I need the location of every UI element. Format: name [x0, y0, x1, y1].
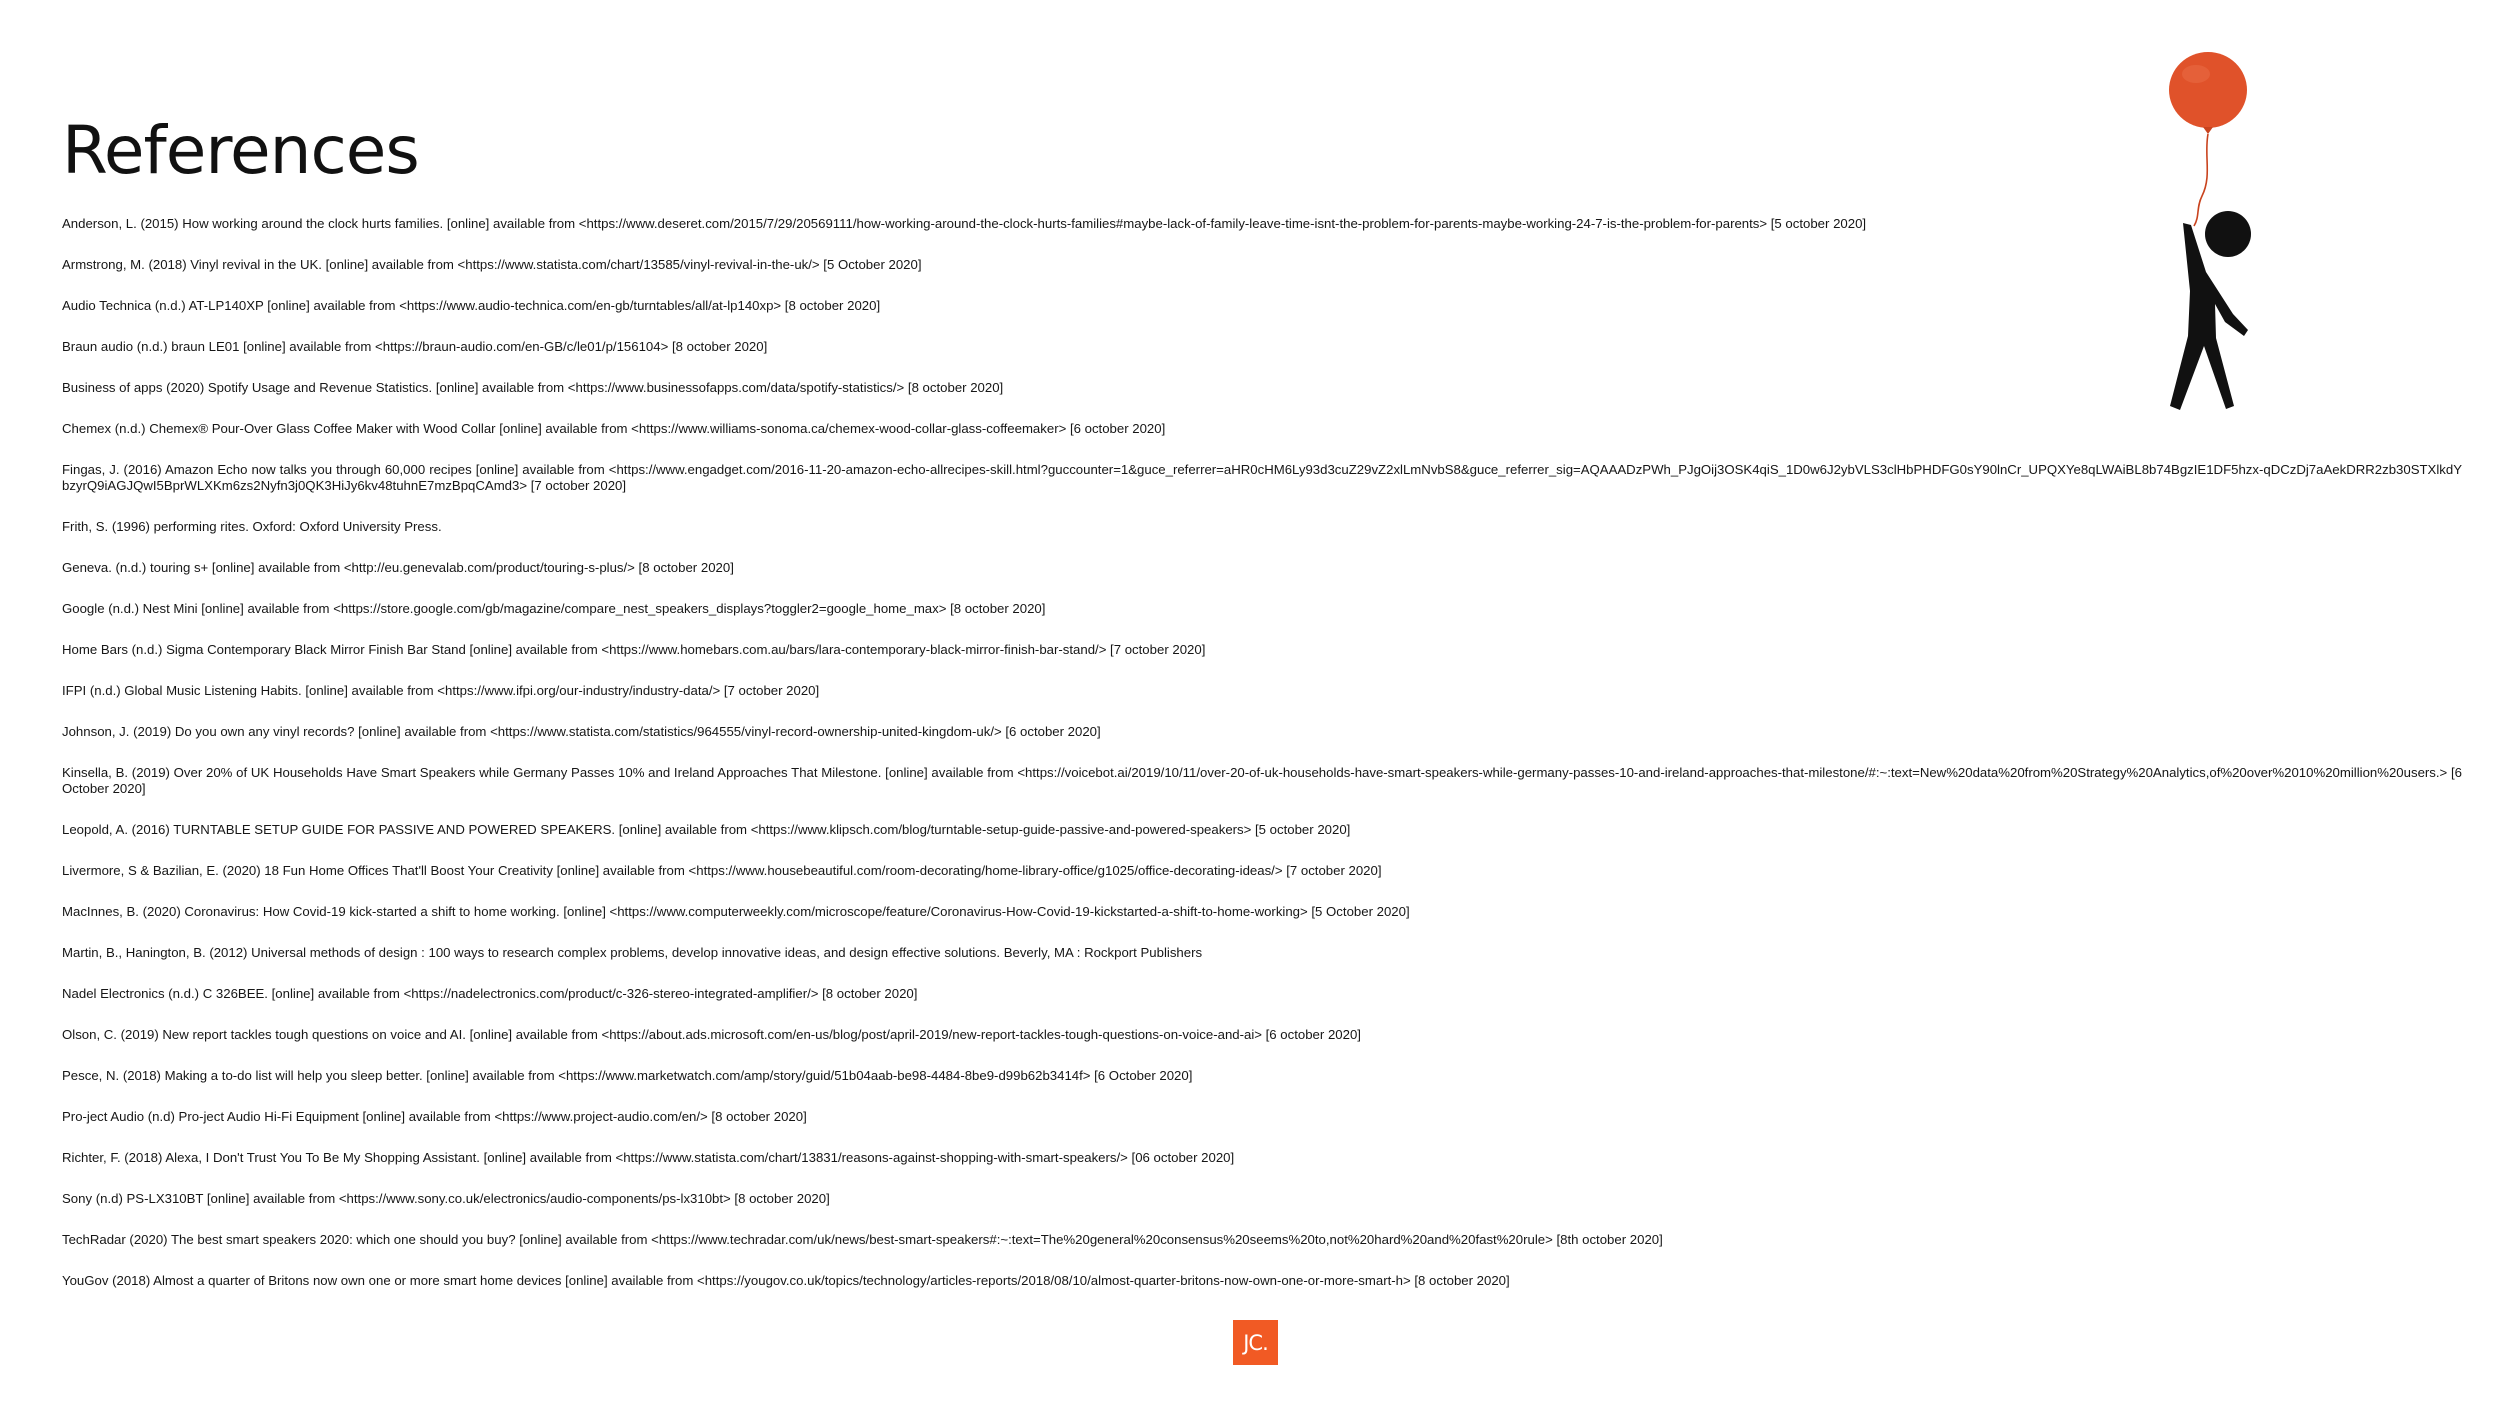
references-list — [62, 216, 2462, 1314]
reference-item: Livermore, S & Bazilian, E. (2020) 18 Fun Home Offices That'll Boost Your Creativity [online] available from <https://www.housebeautiful.com/room-decorating/home-library-office/g1025/office-decorating-ideas/> [7 october 2020] — [62, 863, 1382, 878]
reference-item: Johnson, J. (2019) Do you own any vinyl records? [online] available from <https://www.statista.com/statistics/964555/vinyl-record-ownership-united-kingdom-uk/> [6 october 2020] — [62, 724, 1101, 739]
stick-figure-icon — [2170, 211, 2251, 410]
reference-item: YouGov (2018) Almost a quarter of Britons now own one or more smart home devices [online] available from <https://yougov.co.uk/topics/technology/articles-reports/2018/08/10/almost-quarter-britons-now-own-one-or-more-smart-h> [8 october 2020] — [62, 1273, 1510, 1288]
reference-item: Nadel Electronics (n.d.) C 326BEE. [online] available from <https://nadelectronics.com/product/c-326-stereo-integrated-amplifier/> [8 october 2020] — [62, 986, 918, 1001]
reference-item: Google (n.d.) Nest Mini [online] available from <https://store.google.com/gb/magazine/compare_nest_speakers_displays?toggler2=google_home_max> [8 october 2020] — [62, 601, 1046, 616]
reference-item: Braun audio (n.d.) braun LE01 [online] available from <https://braun-audio.com/en-GB/c/le01/p/156104> [8 october 2020] — [62, 339, 768, 354]
reference-item: MacInnes, B. (2020) Coronavirus: How Covid-19 kick-started a shift to home working. [online] <https://www.computerweekly.com/microscope/feature/Coronavirus-How-Covid-19-kickstarted-a-shift-to-home-working> [5 October 2020] — [62, 904, 1410, 919]
reference-item: Pro-ject Audio (n.d) Pro-ject Audio Hi-Fi Equipment [online] available from <https://www.project-audio.com/en/> [8 october 2020] — [62, 1109, 807, 1124]
reference-item: Geneva. (n.d.) touring s+ [online] available from <http://eu.genevalab.com/product/touring-s-plus/> [8 october 2020] — [62, 560, 734, 575]
reference-item: Sony (n.d) PS-LX310BT [online] available from <https://www.sony.co.uk/electronics/audio-components/ps-lx310bt> [8 october 2020] — [62, 1191, 830, 1206]
balloon-figure-illustration — [2120, 46, 2280, 426]
balloon-icon — [2169, 52, 2247, 134]
reference-item: IFPI (n.d.) Global Music Listening Habits. [online] available from <https://www.ifpi.org/our-industry/industry-data/> [7 october 2020] — [62, 683, 820, 698]
page-title: References — [62, 112, 419, 189]
reference-item: Audio Technica (n.d.) AT-LP140XP [online] available from <https://www.audio-technica.com/en-gb/turntables/all/at-lp140xp> [8 october 2020] — [62, 298, 881, 313]
balloon-string — [2194, 134, 2208, 226]
reference-item: Richter, F. (2018) Alexa, I Don't Trust You To Be My Shopping Assistant. [online] available from <https://www.statista.com/chart/13831/reasons-against-shopping-with-smart-speakers/> [06 october 2020] — [62, 1150, 1235, 1165]
reference-item: Chemex (n.d.) Chemex® Pour-Over Glass Coffee Maker with Wood Collar [online] available from <https://www.williams-sonoma.ca/chemex-wood-collar-glass-coffeemaker> [6 october 2020] — [62, 421, 1166, 436]
reference-item: Fingas, J. (2016) Amazon Echo now talks you through 60,000 recipes [online] available from <https://www.engadget.com/2016-11-20-amazon-echo-allrecipes-skill.html?guccounter=1&guce_referrer=aHR0cHM6Ly93d3cuZ29vZ2xlLmNvbS8&guce_referrer_sig=AQAAADzPWh_PJgOij3OSK4qiS_1D0w6J2ybVLS3clHbPHDFG0sY90lnCr_UPQXYe8qLWAiBL8b74BgzIE1DF5hzx-qDCzDj7aAekDRR2zb30STXlkdYbzyrQ9iAGJQwI5BprWLXKm6zs2Nyfn3j0QK3HiJy6kv48tuhnE7mzBpqCAmd3> [7 october 2020] — [62, 462, 2462, 493]
reference-item: Pesce, N. (2018) Making a to-do list will help you sleep better. [online] available from <https://www.marketwatch.com/amp/story/guid/51b04aab-be98-4484-8be9-d99b62b3414f> [6 October 2020] — [62, 1068, 1193, 1083]
reference-item: Business of apps (2020) Spotify Usage and Revenue Statistics. [online] available from <https://www.businessofapps.com/data/spotify-statistics/> [8 october 2020] — [62, 380, 1004, 395]
reference-item: Olson, C. (2019) New report tackles tough questions on voice and AI. [online] available from <https://about.ads.microsoft.com/en-us/blog/post/april-2019/new-report-tackles-tough-questions-on-voice-and-ai> [6 october 2020] — [62, 1027, 1361, 1042]
reference-item: Frith, S. (1996) performing rites. Oxford: Oxford University Press. — [62, 519, 442, 534]
reference-item: Home Bars (n.d.) Sigma Contemporary Black Mirror Finish Bar Stand [online] available from <https://www.homebars.com.au/bars/lara-contemporary-black-mirror-finish-bar-stand/> [7 october 2020] — [62, 642, 1206, 657]
reference-item: Martin, B., Hanington, B. (2012) Universal methods of design : 100 ways to research complex problems, develop innovative ideas, and design effective solutions. Beverly, MA : Rockport Publishers — [62, 945, 1203, 960]
reference-item: Armstrong, M. (2018) Vinyl revival in the UK. [online] available from <https://www.statista.com/chart/13585/vinyl-revival-in-the-uk/> [5 October 2020] — [62, 257, 922, 272]
reference-item: Leopold, A. (2016) TURNTABLE SETUP GUIDE FOR PASSIVE AND POWERED SPEAKERS. [online] available from <https://www.klipsch.com/blog/turntable-setup-guide-passive-and-powered-speakers> [5 october 2020] — [62, 822, 1351, 837]
reference-item: TechRadar (2020) The best smart speakers 2020: which one should you buy? [online] available from <https://www.techradar.com/uk/news/best-smart-speakers#:~:text=The%20general%20consensus%20seems%20to,not%20hard%20and%20fast%20rule> [8th october 2020] — [62, 1232, 1663, 1247]
reference-item: Anderson, L. (2015) How working around the clock hurts families. [online] available from <https://www.deseret.com/2015/7/29/20569111/how-working-around-the-clock-hurts-families#maybe-lack-of-family-leave-time-isnt-the-problem-for-parents-maybe-working-24-7-is-the-problem-for-parents> [5 october 2020] — [62, 216, 1867, 231]
logo-badge: JC. — [1233, 1320, 1278, 1365]
reference-item: Kinsella, B. (2019) Over 20% of UK Households Have Smart Speakers while Germany Passes 10% and Ireland Approaches That Milestone. [online] available from <https://voicebot.ai/2019/10/11/over-20-of-uk-households-have-smart-speakers-while-germany-passes-10-and-ireland-approaches-that-milestone/#:~:text=New%20data%20from%20Strategy%20Analytics,of%20over%2010%20million%20users.> [6 October 2020] — [62, 765, 2462, 796]
